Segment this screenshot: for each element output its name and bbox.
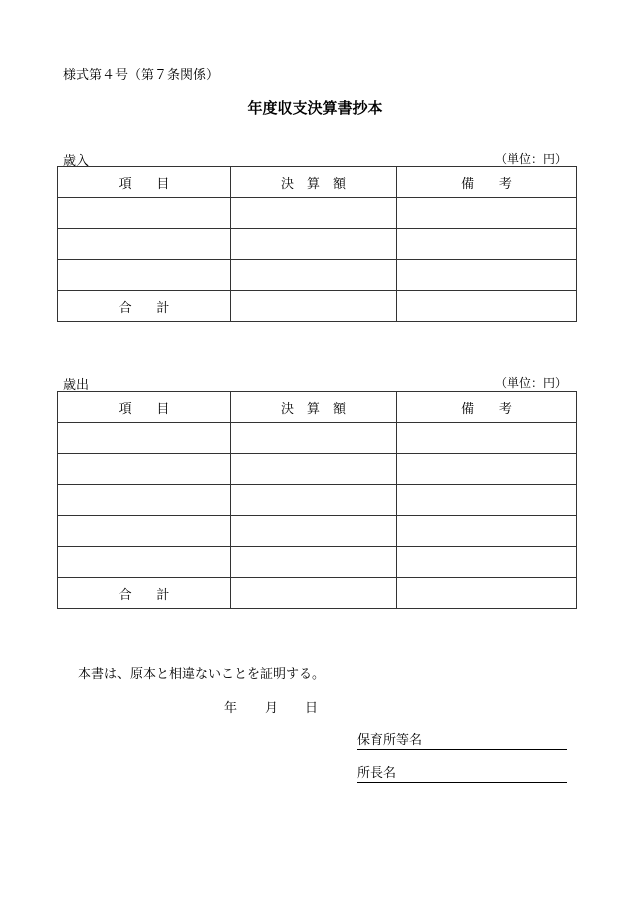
cell[interactable] (397, 578, 577, 609)
table-header-row (58, 167, 577, 198)
cell[interactable] (231, 485, 397, 516)
cell[interactable] (58, 260, 231, 291)
cell[interactable] (231, 578, 397, 609)
total-row (58, 291, 577, 322)
income-section-label: 歳入 (63, 154, 90, 169)
total-label: 合計 (58, 291, 231, 322)
form-number: 様式第４号（第７条関係） (63, 68, 220, 83)
cell[interactable] (397, 547, 577, 578)
expenditure-unit-label: （単位：円） (494, 376, 567, 390)
income-table (57, 166, 577, 322)
date-month-label: 月 (265, 701, 279, 716)
income-unit-label: （単位：円） (494, 152, 567, 166)
table-row (58, 198, 577, 229)
director-name-label: 所長名 (357, 766, 397, 781)
cell[interactable] (58, 198, 231, 229)
cell[interactable] (231, 454, 397, 485)
cell[interactable] (397, 291, 577, 322)
cell[interactable] (231, 547, 397, 578)
facility-name-field[interactable] (357, 729, 567, 750)
expenditure-table (57, 391, 577, 609)
total-label: 合計 (58, 578, 231, 609)
cell[interactable] (231, 229, 397, 260)
cell[interactable] (231, 260, 397, 291)
table-row (58, 547, 577, 578)
date-day-label: 日 (305, 701, 319, 716)
director-name-field[interactable] (357, 762, 567, 783)
table-row (58, 454, 577, 485)
certification-statement: 本書は、原本と相違ないことを証明する。 (78, 667, 326, 682)
cell[interactable] (58, 454, 231, 485)
header-remarks: 備考 (397, 392, 577, 423)
table-row (58, 516, 577, 547)
table-row (58, 423, 577, 454)
facility-name-label: 保育所等名 (357, 733, 423, 748)
header-amount: 決算額 (231, 167, 397, 198)
header-remarks: 備考 (397, 167, 577, 198)
cell[interactable] (231, 291, 397, 322)
date-year-label: 年 (224, 701, 238, 716)
document-title: 年度収支決算書抄本 (247, 99, 383, 117)
total-row (58, 578, 577, 609)
cell[interactable] (397, 260, 577, 291)
cell[interactable] (58, 485, 231, 516)
cell[interactable] (397, 454, 577, 485)
cell[interactable] (397, 229, 577, 260)
header-amount: 決算額 (231, 392, 397, 423)
table-row (58, 229, 577, 260)
cell[interactable] (397, 516, 577, 547)
table-row (58, 485, 577, 516)
cell[interactable] (397, 485, 577, 516)
cell[interactable] (231, 198, 397, 229)
expenditure-section-label: 歳出 (63, 378, 90, 393)
cell[interactable] (397, 423, 577, 454)
cell[interactable] (397, 198, 577, 229)
cell[interactable] (58, 516, 231, 547)
cell[interactable] (58, 229, 231, 260)
cell[interactable] (58, 547, 231, 578)
cell[interactable] (58, 423, 231, 454)
header-item: 項目 (58, 392, 231, 423)
table-header-row (58, 392, 577, 423)
header-item: 項目 (58, 167, 231, 198)
cell[interactable] (231, 423, 397, 454)
cell[interactable] (231, 516, 397, 547)
table-row (58, 260, 577, 291)
